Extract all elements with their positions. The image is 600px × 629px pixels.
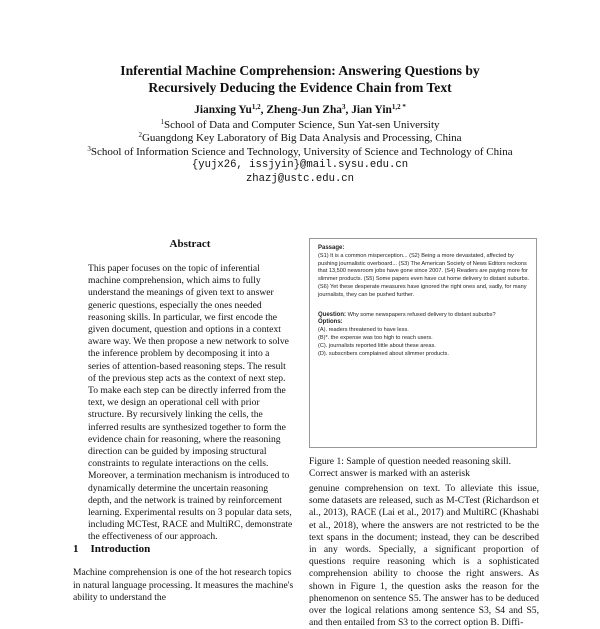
intro-paragraph: Machine comprehension is one of the hot research topics in natural language processing. It measures the machine's ability to understand the [73, 567, 294, 603]
affiliation-1: $^1$School of Data and Computer Science, Sun Yat-sen University [160, 117, 440, 131]
abstract-text: This paper focuses on the topic of inferential machine comprehension, which aims to fully understand the meanings of given text to answer generic questions, especially the ones needed reasoning skills. In particular, we first encode the given document, question and options in a context aware way. We then propose a new network to solve the inference problem by decomposing it into a series of attention-based reasoning steps. The result of the previous step acts as the context of next step. To make each step can be directly inferred from the text, we design an operational cell with prior structure. By recursively linking the cells, the inferred results are synthesized together to form the evidence chain for reasoning, where the reasoning direction can be guided by imposing structural constraints to regulate interactions on the cells. Moreover, a termination mechanism is introduced to dynamically determine the uncertain reasoning depth, and the network is trained by reinforcement learning. Experimental results on 3 popular data sets, including MCTest, RACE and MultiRC, demonstrate the effectiveness of our approach. [88, 263, 293, 543]
title-line-2: Recursively Deducing the Evidence Chain from Text [148, 80, 452, 95]
question-line [318, 312, 530, 320]
options-label: Options: [318, 319, 343, 326]
question-label: Question: [318, 311, 346, 318]
author-name: Zheng-Jun Zha [266, 104, 342, 116]
abstract-heading: Abstract [169, 238, 211, 250]
email-1[interactable]: {yujx26, issjyin}@mail.sysu.edu.cn [191, 159, 409, 172]
option-c: (C). journalists reported little about these areas. [318, 342, 436, 349]
section-title: Introduction [90, 543, 151, 555]
author-superscript: 3 [342, 103, 346, 111]
figure-1 [309, 238, 537, 448]
author-superscript: 1,2 * [391, 103, 406, 111]
section-heading [73, 543, 303, 555]
author-block [60, 104, 540, 187]
option-a: (A). readers threatened to have less. [318, 327, 409, 334]
author-superscript: 1,2 [251, 103, 261, 111]
section-number: 1 [73, 543, 79, 555]
passage-label: Passage: [318, 245, 345, 251]
question-text: Why some newspapers refused delivery to distant suburbs? [347, 311, 496, 318]
author-name: Jian Yin [351, 104, 392, 116]
paper-title [70, 62, 530, 96]
author-name: Jianxing Yu [194, 104, 252, 116]
title-line-1: Inferential Machine Comprehension: Answering Questions by [120, 63, 480, 78]
option-b: (B)*. the expense was too high to reach users. [318, 334, 433, 341]
email-2[interactable]: zhazj@ustc.edu.cn [245, 172, 355, 185]
affiliation-3: $^3$School of Information Science and Technology, University of Science and Technology of China [87, 144, 513, 158]
passage-text: (S1) It is a common misperception... (S2) Being a more devastated, affected by pushing journalistic overboard... (S3) The American Society of News Editors reckons that 13,500 newsroom jobs have gone since 2007. (S4) Readers are paying more for slimmer products. (S5) Some papers even have cut home delivery to distant suburbs. (S6) Yet these desperate measures have ignored the right ones and, sadly, for many journalists, they can be pushed further. [318, 252, 530, 298]
figure-caption: Figure 1: Sample of question needed reasoning skill. Correct answer is marked with an asterisk [309, 456, 511, 480]
option-d: (D). subscribers complained about slimmer products. [318, 350, 449, 357]
body-paragraph: genuine comprehension on text. To alleviate this issue, some datasets are released, such as M-CTest (Richardson et al., 2013), RACE (Lai et al., 2017) and MultiRC (Khashabi et al., 2018), where the answers are not restricted to be the text spans in the document; instead, they can be described in any words. Specially, a significant proportion of questions require reasoning which is a sophisticated comprehension ability to choose the right answers. As shown in Figure 1, the question asks the reason for the phenomenon on sentence S5. The answer has to be deduced over the logical relations among sentence S3, S4 and S5, and then entailed from S3 to the correct option B. Diffi- [309, 483, 539, 629]
affiliation-2: $^2$Guangdong Key Laboratory of Big Data Analysis and Processing, China [138, 131, 462, 145]
author-names: Jianxing Yu$^{1,2}$, Zheng-Jun Zha$^3$, Jian Yin$^{1,2 *}$ [194, 103, 406, 116]
